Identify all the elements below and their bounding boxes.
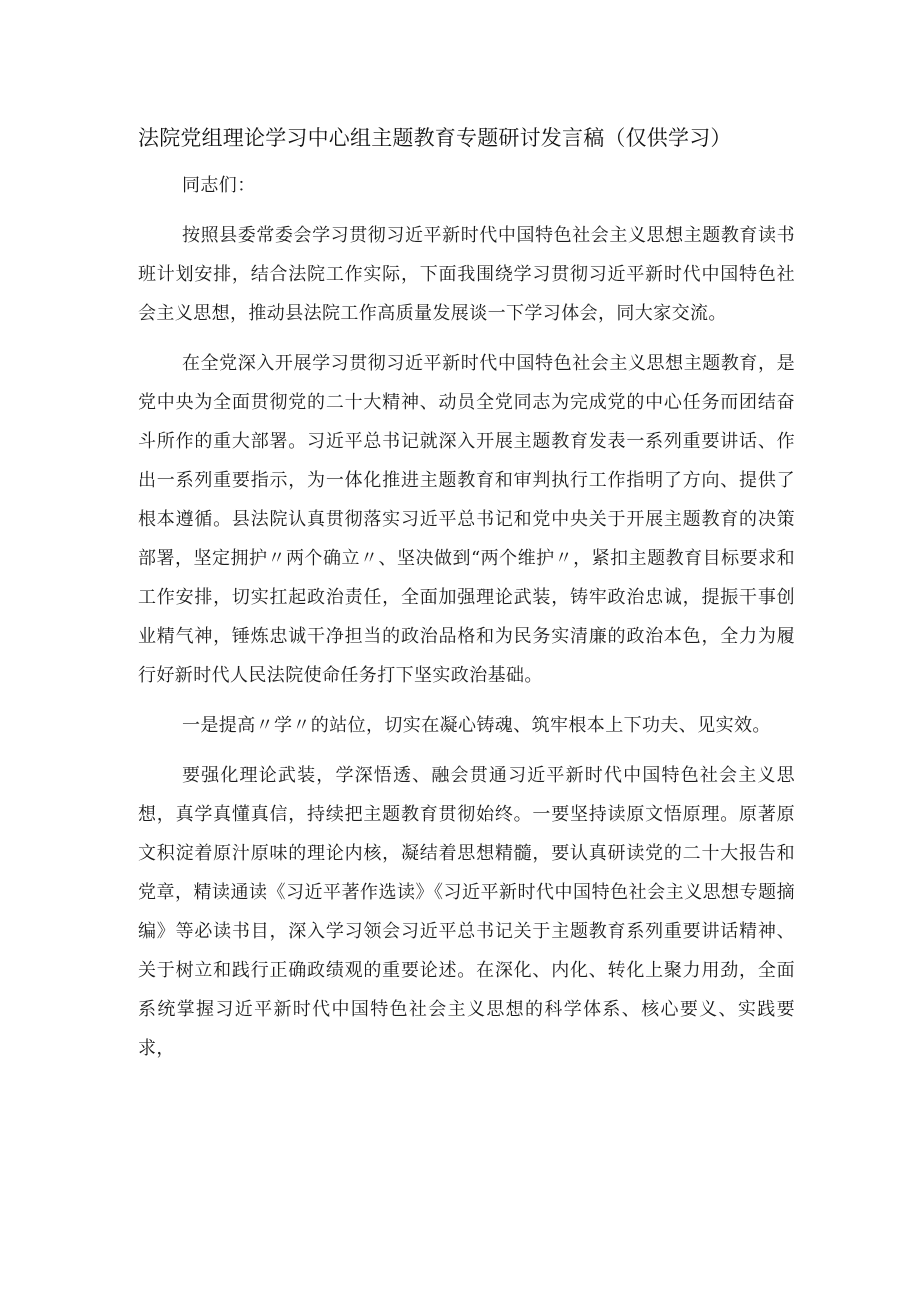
- background-paragraph: 在全党深入开展学习贯彻习近平新时代中国特色社会主义思想主题教育，是党中央为全面贯彻党的二十大精神、动员全党同志为完成党的中心任务而团结奋斗所作的重大部署。习近平总书记就深入开展主题教育发表一系列重要讲话、作出一系列重要指示，为一体化推进主题教育和审判执行工作指明了方向、提供了根本遵循。县法院认真贯彻落实习近平总书记和党中央关于开展主题教育的决策部署，坚定拥护〃两个确立〃、坚决做到“两个维护〃，紧扣主题教育目标要求和工作安排，切实扛起政治责任，全面加强理论武装，铸牢政治忠诚，提振干事创业精气神，锤炼忠诚干净担当的政治品格和为民务实清廉的政治本色，全力为履行好新时代人民法院使命任务打下坚实政治基础。: [138, 353, 795, 686]
- salutation-paragraph: 同志们：: [182, 175, 256, 196]
- body-paragraph: 要强化理论武装，学深悟透、融会贯通习近平新时代中国特色社会主义思想，真学真懂真信，持续把主题教育贯彻始终。一要坚持读原文悟原理。原著原文积淀着原汁原味的理论内核，凝结着思想精髓，要认真研读党的二十大报告和党章，精读通读《习近平著作选读》《习近平新时代中国特色社会主义思想专题摘编》等必读书目，深入学习领会习近平总书记关于主题教育系列重要讲话精神、关于树立和践行正确政绩观的重要论述。在深化、内化、转化上聚力用劲，全面系统掌握习近平新时代中国特色社会主义思想的科学体系、核心要义、实践要求，: [138, 765, 795, 1059]
- document-title: 法院党组理论学习中心组主题教育专题研讨发言稿（仅供学习）: [138, 126, 732, 150]
- section-heading-paragraph: 一是提高〃学〃的站位，切实在凝心铸魂、筑牢根本上下功夫、见实效。: [182, 715, 771, 736]
- document-body: [138, 166, 795, 1079]
- intro-paragraph: 按照县委常委会学习贯彻习近平新时代中国特色社会主义思想主题教育读书班计划安排，结合法院工作实际，下面我围绕学习贯彻习近平新时代中国特色社会主义思想，推动县法院工作高质量发展谈一下学习体会，同大家交流。: [138, 225, 795, 324]
